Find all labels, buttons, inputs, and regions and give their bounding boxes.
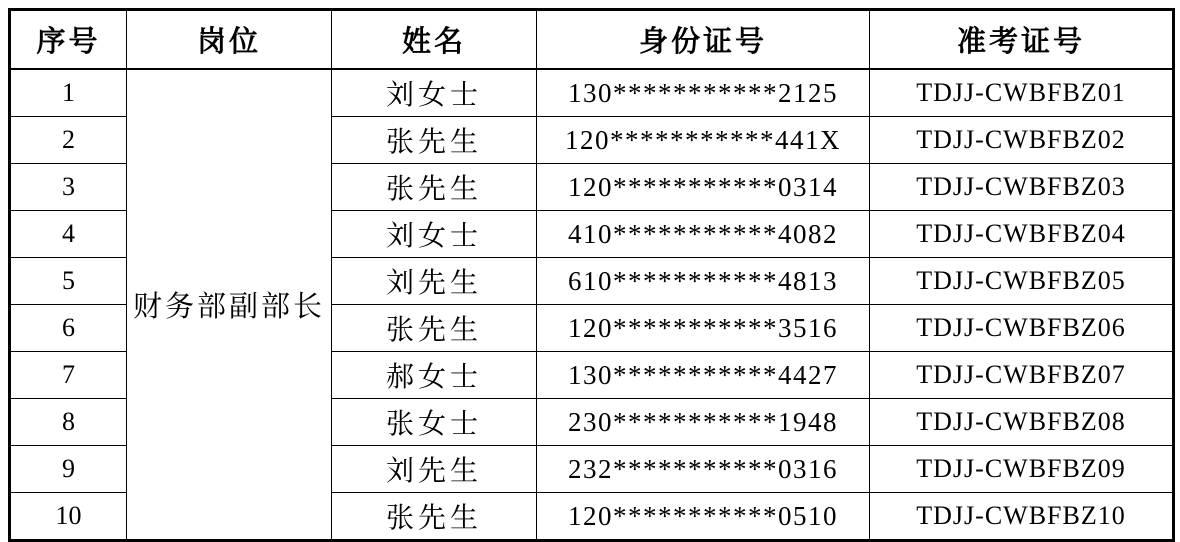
id-number-cell: 120***********3516 — [537, 305, 870, 352]
name-cell: 刘先生 — [332, 446, 537, 493]
id-number-cell: 232***********0316 — [537, 446, 870, 493]
serial-cell: 10 — [10, 493, 127, 541]
header-ticket-number: 准考证号 — [870, 10, 1174, 70]
name-cell: 刘先生 — [332, 258, 537, 305]
table-body — [10, 69, 1174, 541]
serial-cell: 6 — [10, 305, 127, 352]
ticket-number-cell: TDJJ-CWBFBZ07 — [870, 352, 1174, 399]
serial-cell: 8 — [10, 399, 127, 446]
name-cell: 张先生 — [332, 305, 537, 352]
ticket-number-cell: TDJJ-CWBFBZ04 — [870, 211, 1174, 258]
header-position: 岗位 — [127, 10, 332, 70]
candidate-roster-table — [8, 8, 1175, 542]
id-number-cell: 130***********4427 — [537, 352, 870, 399]
serial-cell: 2 — [10, 117, 127, 164]
header-name: 姓名 — [332, 10, 537, 70]
table-row — [10, 69, 1174, 117]
ticket-number-cell: TDJJ-CWBFBZ09 — [870, 446, 1174, 493]
name-cell: 张先生 — [332, 493, 537, 541]
serial-cell: 9 — [10, 446, 127, 493]
id-number-cell: 120***********0510 — [537, 493, 870, 541]
id-number-cell: 120***********441X — [537, 117, 870, 164]
name-cell: 张先生 — [332, 117, 537, 164]
name-cell: 郝女士 — [332, 352, 537, 399]
ticket-number-cell: TDJJ-CWBFBZ03 — [870, 164, 1174, 211]
position-merged-cell: 财务部副部长 — [127, 69, 332, 541]
serial-cell: 1 — [10, 69, 127, 117]
header-id-number: 身份证号 — [537, 10, 870, 70]
serial-cell: 7 — [10, 352, 127, 399]
ticket-number-cell: TDJJ-CWBFBZ01 — [870, 69, 1174, 117]
id-number-cell: 230***********1948 — [537, 399, 870, 446]
name-cell: 刘女士 — [332, 69, 537, 117]
name-cell: 刘女士 — [332, 211, 537, 258]
ticket-number-cell: TDJJ-CWBFBZ06 — [870, 305, 1174, 352]
id-number-cell: 120***********0314 — [537, 164, 870, 211]
name-cell: 张女士 — [332, 399, 537, 446]
ticket-number-cell: TDJJ-CWBFBZ08 — [870, 399, 1174, 446]
ticket-number-cell: TDJJ-CWBFBZ05 — [870, 258, 1174, 305]
header-row — [10, 10, 1174, 70]
id-number-cell: 130***********2125 — [537, 69, 870, 117]
header-serial: 序号 — [10, 10, 127, 70]
serial-cell: 5 — [10, 258, 127, 305]
ticket-number-cell: TDJJ-CWBFBZ10 — [870, 493, 1174, 541]
name-cell: 张先生 — [332, 164, 537, 211]
serial-cell: 4 — [10, 211, 127, 258]
serial-cell: 3 — [10, 164, 127, 211]
id-number-cell: 410***********4082 — [537, 211, 870, 258]
ticket-number-cell: TDJJ-CWBFBZ02 — [870, 117, 1174, 164]
id-number-cell: 610***********4813 — [537, 258, 870, 305]
